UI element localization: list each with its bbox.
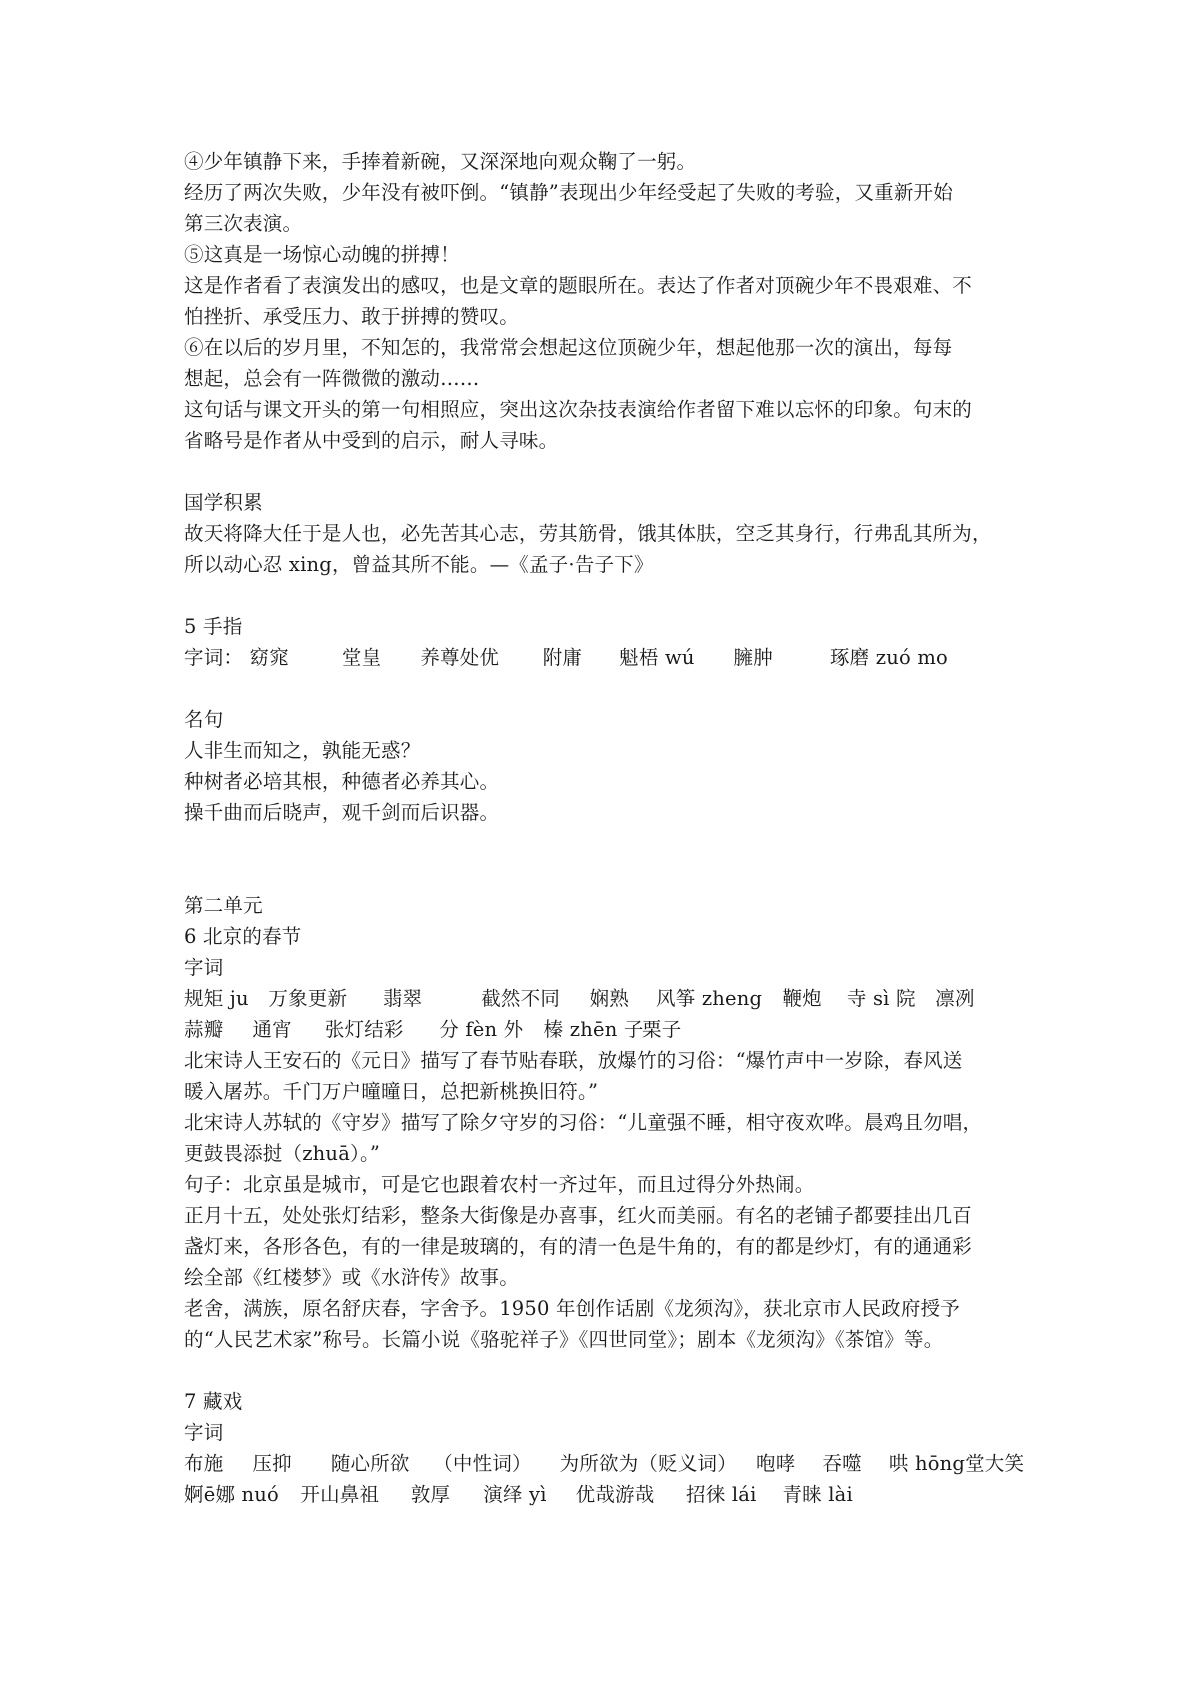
text-line: 绘全部《红楼梦》或《水浒传》故事。 [184,1266,519,1289]
vocab-word: 附庸 [542,646,583,669]
lesson7-section [184,1386,1044,1510]
text-line: 经历了两次失败，少年没有被吓倒。“镇静”表现出少年经受起了失败的考验，又重新开始 [184,181,953,204]
vocab-word: 娴熟 [589,987,630,1010]
vocab-word: 臃肿 [733,646,773,669]
text-line: 所以动心忍 xing，曾益其所不能。—《孟子·告子下》 [184,553,654,576]
text-line: ⑤这真是一场惊心动魄的拼搏！ [184,243,460,266]
vocab-word: 张灯结彩 [324,1018,404,1041]
vocab-word: 敦厚 [410,1483,451,1506]
vocab-row [184,1014,1044,1045]
document-page [184,146,1044,1510]
vocab-word: 规矩 ju [184,987,249,1010]
text-line: 这句话与课文开头的第一句相照应，突出这次杂技表演给作者留下难以忘怀的印象。句末的 [184,398,973,421]
vocab-word: 随心所欲 [330,1452,410,1475]
text-line: 老舍，满族，原名舒庆春，字舍予。1950 年创作话剧《龙须沟》，获北京市人民政府授予 [184,1297,960,1320]
text-line: 正月十五，处处张灯结彩，整条大街像是办喜事，红火而美丽。有名的老铺子都要挂出几百 [184,1204,973,1227]
vocab-word: 哄 hōng堂大笑 [888,1452,1025,1475]
mingju-section [184,704,1044,828]
vocab-word: 窈窕 [249,646,289,669]
vocab-word: 婀ē娜 nuó [184,1483,279,1506]
lesson5-section [184,611,1044,673]
vocab-word: 分 fèn 外 [439,1018,524,1041]
vocab-word: 万象更新 [268,987,348,1010]
vocab-word: 演绎 yì [483,1483,547,1506]
text-line: 想起，总会有一阵微微的激动…… [184,367,480,390]
vocab-word: 栗子 [642,1018,682,1041]
vocab-word: 风筝 zheng [656,987,763,1010]
vocab-word: 青睐 lài [782,1483,853,1506]
text-line: 第三次表演。 [184,212,303,235]
vocab-word: 榛 zhēn 子 [543,1018,644,1041]
guoxue-section [184,487,1044,580]
vocab-word: 优哉游哉 [575,1483,655,1506]
text-line: 人非生而知之，孰能无惑？ [184,739,421,762]
vocab-word: 寺 sì 院 [846,987,916,1010]
vocab-word: 为所欲为（贬义词） [559,1452,737,1475]
text-line: 盏灯来，各形各色，有的一律是玻璃的，有的清一色是牛角的，有的都是纱灯，有的通通彩 [184,1235,973,1258]
text-line: 北宋诗人苏轼的《守岁》描写了除夕守岁的习俗：“儿童强不睡，相守夜欢哗。晨鸡且勿唱， [184,1111,983,1134]
vocab-row [184,1448,1044,1479]
vocab-word: 通宵 [252,1018,292,1041]
text-line: 北宋诗人王安石的《元日》描写了春节贴春联，放爆竹的习俗：“爆竹声中一岁除，春风送 [184,1049,963,1072]
vocab-word: 截然不同 [481,987,561,1010]
section-heading: 名句 [184,708,224,731]
vocab-word: 凛冽 [935,987,975,1010]
vocab-word: 蒜瓣 [184,1018,224,1041]
vocab-word: 吞噬 [822,1452,862,1475]
vocab-word: 魁梧 wú [619,646,695,669]
text-line: 省略号是作者从中受到的启示，耐人寻味。 [184,429,559,452]
text-line: 的“人民艺术家”称号。长篇小说《骆驼祥子》《四世同堂》；剧本《龙须沟》《茶馆》等。 [184,1328,944,1351]
section-heading: 国学积累 [184,491,263,514]
vocab-row [184,642,1044,673]
vocab-word: 鞭炮 [782,987,822,1010]
lesson-title: 7 藏戏 [184,1390,243,1413]
text-line: 故天将降大任于是人也，必先苦其心志，劳其筋骨，饿其体肤，空乏其身行，行弗乱其所为， [184,522,992,545]
text-line: 句子：北京虽是城市，可是它也跟着农村一齐过年，而且过得分外热闹。 [184,1173,815,1196]
text-line: ④少年镇静下来，手捧着新碗，又深深地向观众鞠了一躬。 [184,150,697,173]
text-line: ⑥在以后的岁月里，不知怎的，我常常会想起这位顶碗少年，想起他那一次的演出，每每 [184,336,953,359]
vocab-word: 压抑 [252,1452,292,1475]
vocab-label: 字词： [184,646,244,669]
vocab-word: 琢磨 zuó mo [829,646,948,669]
unit2-section [184,890,1044,1355]
text-line: 暖入屠苏。千门万户曈曈日，总把新桃换旧符。” [184,1080,599,1103]
vocab-word: 养尊处优 [420,646,500,669]
text-line: 怕挫折、承受压力、敢于拼搏的赞叹。 [184,305,519,328]
vocab-heading: 字词 [184,1421,224,1444]
text-line: 这是作者看了表演发出的感叹，也是文章的题眼所在。表达了作者对顶碗少年不畏艰难、不 [184,274,973,297]
text-line: 操千曲而后晓声，观千剑而后识器。 [184,801,500,824]
vocab-word: 布施 [184,1452,224,1475]
vocab-row [184,1479,1044,1510]
vocab-word: 开山鼻祖 [300,1483,380,1506]
lesson-title: 5 手指 [184,615,243,638]
vocab-word: 招徕 lái [686,1483,757,1506]
vocab-word: 咆哮 [756,1452,796,1475]
vocab-word: 翡翠 [382,987,423,1010]
vocab-word: （中性词） [433,1452,532,1475]
vocab-word: 堂皇 [341,646,382,669]
unit-heading: 第二单元 [184,894,263,917]
vocab-row [184,983,1044,1014]
text-line: 种树者必培其根，种德者必养其心。 [184,770,500,793]
commentary-block [184,146,1044,456]
vocab-heading: 字词 [184,956,224,979]
text-line: 更鼓畏添挝（zhuā）。” [184,1142,381,1165]
lesson-title: 6 北京的春节 [184,925,302,948]
